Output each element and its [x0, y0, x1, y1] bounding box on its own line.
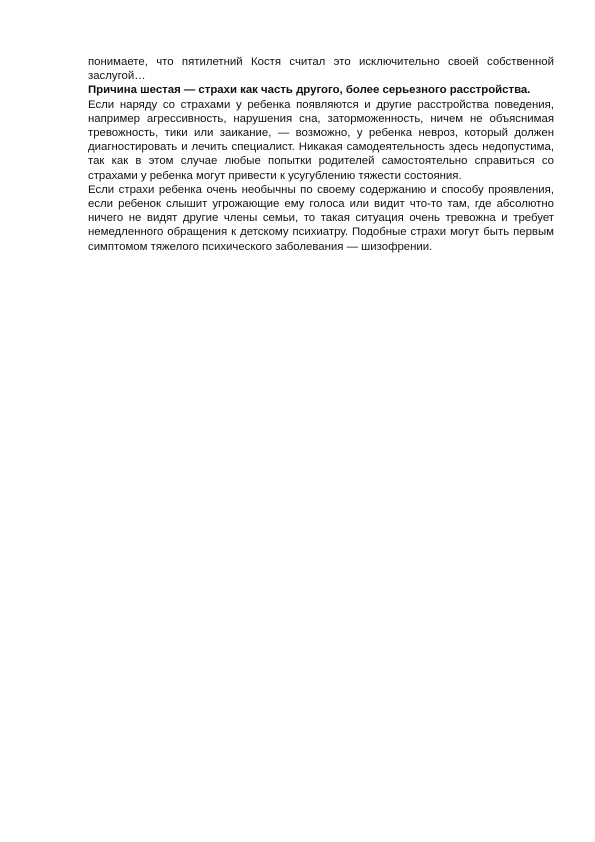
continuation-paragraph: понимаете, что пятилетний Костя считал это исключительно своей собственной заслугой…	[88, 56, 554, 83]
body-paragraph: Если наряду со страхами у ребенка появляются и другие расстройства поведения, например агрессивность, нарушения сна, заторможенность, ничем не объяснимая тревожность, тики или заикание, — возможно, у ребенка невроз, который должен диагностировать и лечить специалист. Никакая самодеятельность здесь недопустима, так как в этом случае любые попытки родителей самостоятельно справиться со страхами у ребенка могут привести к усугублению тяжести состояния.	[88, 98, 554, 182]
document-text	[88, 55, 554, 254]
section-heading: Причина шестая — страхи как часть другого, более серьезного расстройства.	[88, 84, 531, 97]
body-paragraph: Если страхи ребенка очень необычны по своему содержанию и способу проявления, если ребенок слышит угрожающие ему голоса или видит что-то там, где абсолютно ничего не видят другие члены семьи, то такая ситуация очень тревожна и требует немедленного обращения к детскому психиатру. Подобные страхи могут быть первым симптомом тяжелого психического заболевания — шизофрении.	[88, 183, 554, 253]
